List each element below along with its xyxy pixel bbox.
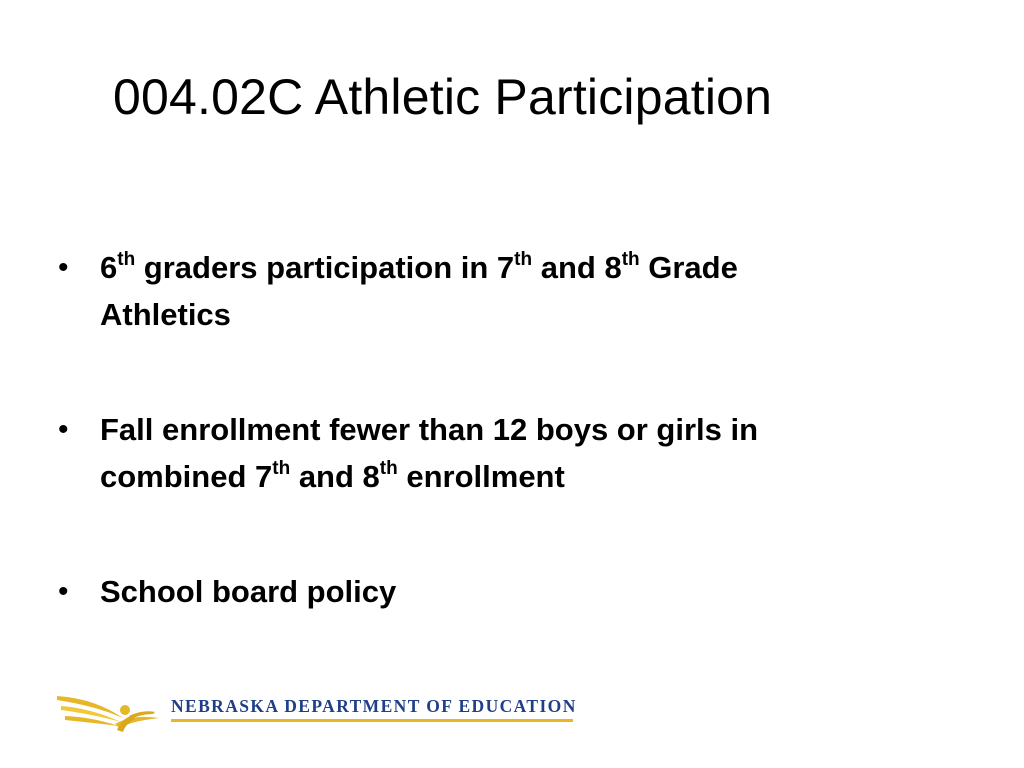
slide-title: 004.02C Athletic Participation bbox=[113, 69, 773, 125]
bullet-list bbox=[56, 244, 856, 615]
text-run: and 8 bbox=[532, 250, 622, 285]
footer-rule bbox=[171, 719, 573, 722]
text-run: Fall enrollment fewer than 12 boys or girls in bbox=[100, 412, 759, 447]
text-run: Grade bbox=[639, 250, 738, 285]
superscript: th bbox=[117, 248, 136, 270]
bullet-item bbox=[56, 406, 856, 500]
bullet-dot-icon: • bbox=[58, 575, 69, 608]
text-run: enrollment bbox=[397, 459, 565, 494]
bullet-line bbox=[100, 406, 856, 453]
bullet-line bbox=[100, 244, 856, 291]
text-run: combined 7 bbox=[100, 459, 273, 494]
bullet-line bbox=[100, 291, 856, 338]
bullet-line bbox=[100, 453, 856, 500]
text-run: School board policy bbox=[100, 574, 397, 609]
bullet-line bbox=[100, 568, 856, 615]
superscript: th bbox=[514, 248, 533, 270]
text-run: 6 bbox=[100, 250, 118, 285]
superscript: th bbox=[621, 248, 640, 270]
bullet-dot-icon: • bbox=[58, 413, 69, 446]
superscript: th bbox=[272, 457, 291, 479]
text-run: and 8 bbox=[290, 459, 380, 494]
text-run: Athletics bbox=[100, 297, 231, 332]
text-run: graders participation in 7 bbox=[135, 250, 515, 285]
bullet-item bbox=[56, 568, 856, 615]
nde-swoosh-figure-icon bbox=[55, 686, 159, 734]
org-name: NEBRASKA DEPARTMENT OF EDUCATION bbox=[171, 696, 577, 716]
bullet-item bbox=[56, 244, 856, 338]
superscript: th bbox=[379, 457, 398, 479]
footer-logo bbox=[55, 686, 585, 736]
bullet-dot-icon: • bbox=[58, 251, 69, 284]
